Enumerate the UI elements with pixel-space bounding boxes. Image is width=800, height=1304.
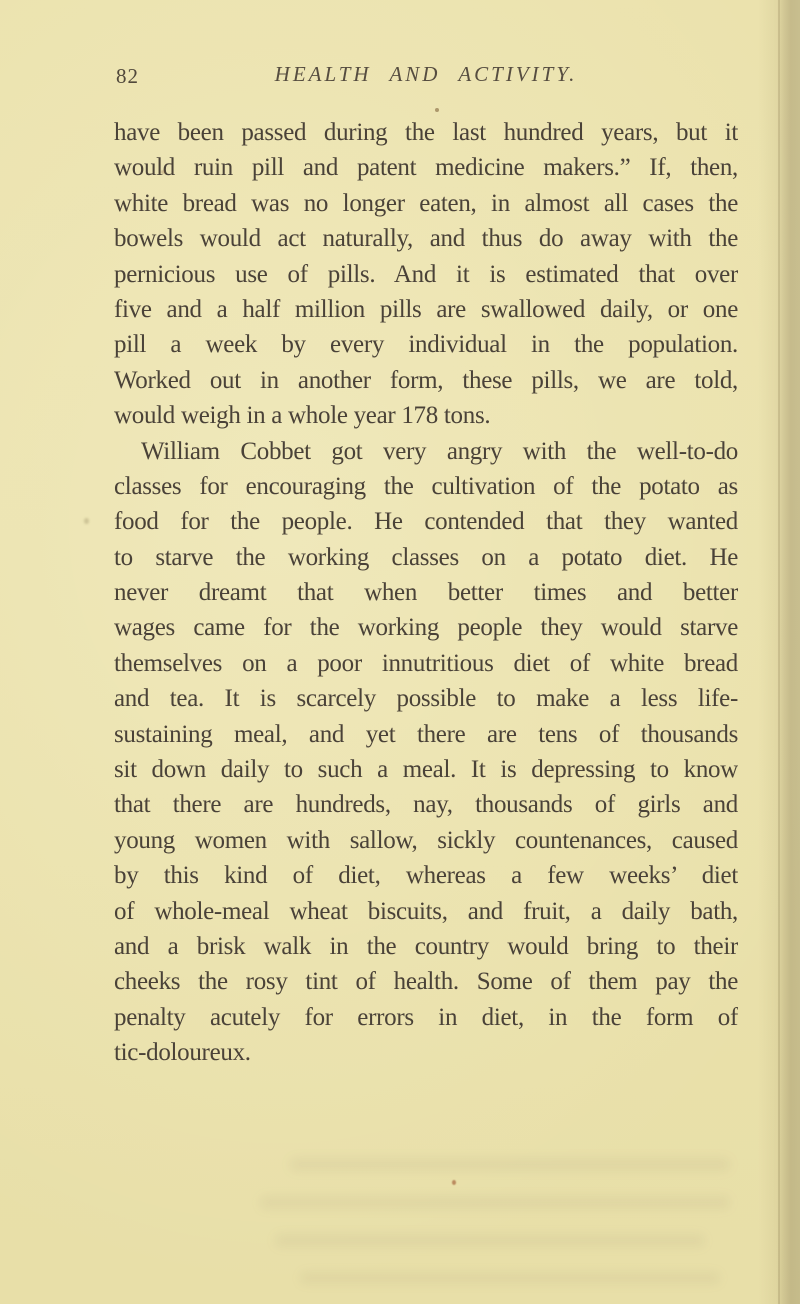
running-title: HEALTH AND ACTIVITY. — [274, 62, 578, 86]
page-edge-line — [778, 0, 780, 1304]
text-line: classes for encouraging the cultivation of the potato as — [114, 472, 738, 500]
text-line: never dreamt that when better times and better — [114, 579, 738, 607]
text-line: sit down daily to such a meal. It is depressing to know — [114, 756, 738, 784]
text-line: wages came for the working people they would starve — [114, 614, 738, 642]
text-line: to starve the working classes on a potato diet. He — [114, 543, 738, 571]
page-body-text — [114, 115, 738, 1071]
text-line: pill a week by every individual in the population. — [114, 331, 738, 359]
text-line: white bread was no longer eaten, in almost all cases the — [114, 189, 738, 217]
text-line: and tea. It is scarcely possible to make a less life- — [114, 685, 738, 713]
ghost-showthrough — [260, 1196, 730, 1209]
text-line: and a brisk walk in the country would bring to their — [114, 932, 738, 960]
text-line: William Cobbet got very angry with the well-to-do — [141, 437, 738, 465]
paper-speck — [84, 518, 89, 524]
text-line: by this kind of diet, whereas a few weeks’ diet — [114, 862, 738, 890]
page-header — [114, 62, 738, 90]
text-line: would ruin pill and patent medicine makers.” If, then, — [114, 154, 738, 182]
text-line: cheeks the rosy tint of health. Some of them pay the — [114, 968, 738, 996]
ghost-showthrough — [290, 1158, 730, 1171]
page-number: 82 — [116, 64, 139, 88]
text-line: pernicious use of pills. And it is estimated that over — [114, 260, 738, 288]
text-line: food for the people. He contended that they wanted — [114, 508, 738, 536]
text-line: Worked out in another form, these pills, we are told, — [114, 366, 738, 394]
text-line: have been passed during the last hundred years, but it — [114, 119, 738, 146]
text-line: young women with sallow, sickly countenances, caused — [114, 826, 738, 854]
text-line: sustaining meal, and yet there are tens of thousands — [114, 720, 738, 748]
text-line: bowels would act naturally, and thus do away with the — [114, 225, 738, 253]
text-line: that there are hundreds, nay, thousands of girls and — [114, 791, 738, 819]
text-line: themselves on a poor innutritious diet of white bread — [114, 649, 738, 677]
paper-speck — [452, 1180, 456, 1185]
ghost-showthrough — [300, 1272, 720, 1284]
text-line: tic-doloureux. — [114, 1039, 251, 1067]
text-line: would weigh in a whole year 178 tons. — [114, 402, 491, 430]
text-line: of whole-meal wheat biscuits, and fruit, a daily bath, — [114, 897, 738, 925]
paragraph — [114, 115, 738, 434]
ghost-showthrough — [275, 1234, 705, 1247]
paper-speck — [435, 108, 439, 112]
paragraph — [114, 434, 738, 1071]
text-line: five and a half million pills are swallowed daily, or one — [114, 295, 738, 323]
text-line: penalty acutely for errors in diet, in the form of — [114, 1003, 738, 1031]
